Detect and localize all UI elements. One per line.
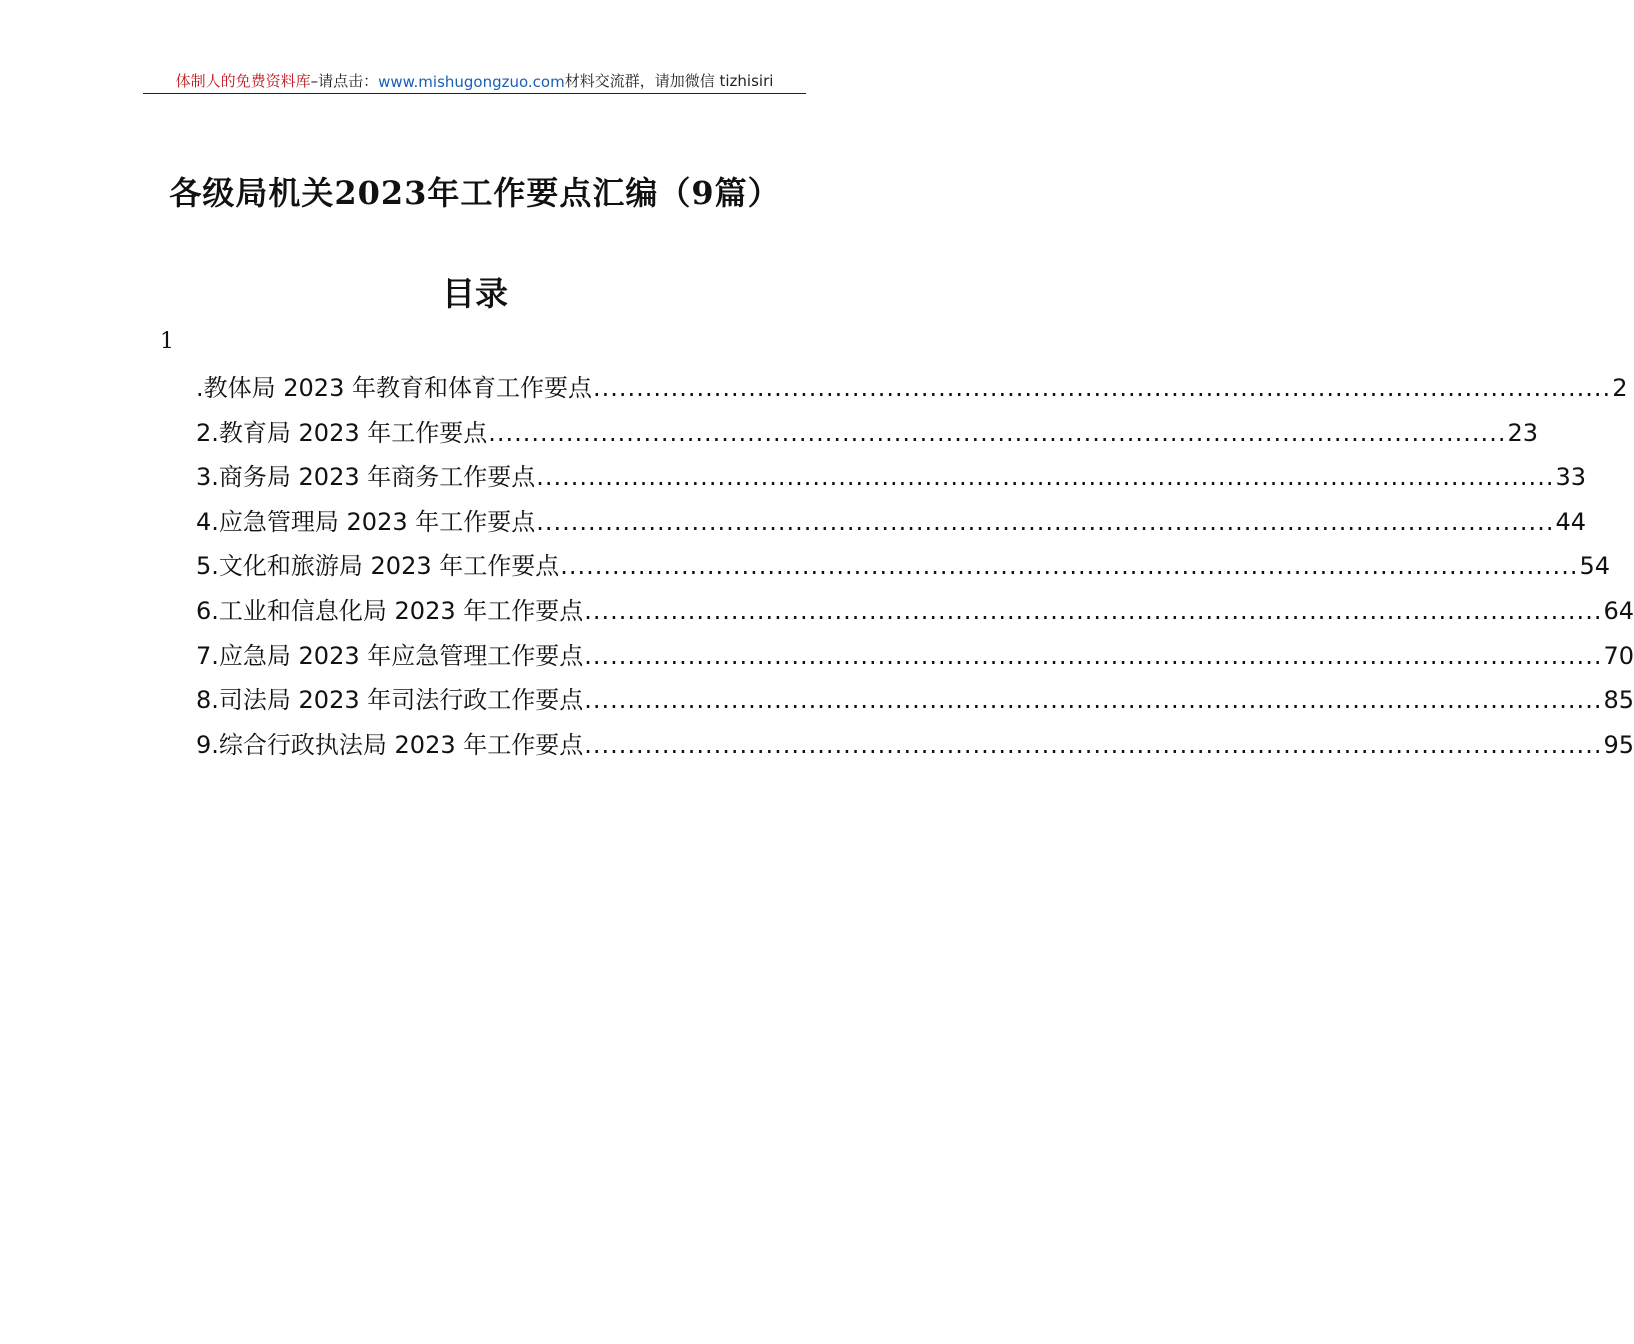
toc-leader-dots: ......................................................................................................................: [536, 463, 1555, 492]
toc-leader-dots: ......................................................................................................................: [488, 418, 1507, 447]
toc-entry-page: 54: [1579, 552, 1610, 581]
toc-entry[interactable]: [196, 636, 1634, 681]
toc-leader-dots: ......................................................................................................................: [592, 374, 1612, 402]
toc-entry-page: 64: [1603, 596, 1634, 625]
toc-list: [196, 368, 1634, 769]
toc-entry[interactable]: [196, 546, 1610, 591]
stray-number: 1: [160, 329, 174, 354]
toc-entry-title: .教体局 2023 年教育和体育工作要点: [196, 374, 592, 402]
toc-entry[interactable]: [196, 725, 1634, 770]
header-url-link[interactable]: www.mishugongzuo.com: [378, 73, 565, 91]
header-separator: –请点击：: [310, 72, 379, 90]
toc-entry[interactable]: [196, 502, 1586, 547]
toc-entry-title: 2.教育局 2023 年工作要点: [196, 418, 488, 447]
header-brand: 体制人的免费资料库: [175, 72, 311, 90]
toc-leader-dots: ......................................................................................................................: [536, 507, 1555, 536]
toc-entry-title: 9.综合行政执法局 2023 年工作要点: [196, 730, 584, 759]
toc-leader-dots: ......................................................................................................................: [560, 552, 1579, 581]
toc-leader-dots: ......................................................................................................................: [584, 730, 1603, 759]
toc-entry-title: 5.文化和旅游局 2023 年工作要点: [196, 552, 560, 581]
toc-entry-title: 7.应急局 2023 年应急管理工作要点: [196, 641, 584, 670]
toc-entry[interactable]: [196, 368, 1628, 413]
toc-entry-page: 2: [1612, 374, 1628, 402]
toc-entry-page: 85: [1603, 686, 1634, 715]
toc-entry[interactable]: [196, 591, 1634, 636]
toc-entry-page: 44: [1555, 507, 1586, 536]
toc-entry-title: 6.工业和信息化局 2023 年工作要点: [196, 596, 584, 625]
toc-entry-title: 8.司法局 2023 年司法行政工作要点: [196, 686, 584, 715]
toc-leader-dots: ......................................................................................................................: [584, 686, 1603, 715]
toc-entry-title: 4.应急管理局 2023 年工作要点: [196, 507, 536, 536]
toc-leader-dots: ......................................................................................................................: [584, 641, 1603, 670]
toc-entry[interactable]: [196, 413, 1538, 458]
header-contact-text: 材料交流群，请加微信 tizhisiri: [564, 72, 774, 90]
toc-entry-page: 23: [1507, 418, 1538, 447]
toc-heading: 目录: [442, 274, 508, 313]
toc-entry[interactable]: [196, 457, 1586, 502]
document-title: 各级局机关2023年工作要点汇编（9篇）: [169, 174, 781, 212]
toc-entry-page: 70: [1603, 641, 1634, 670]
toc-leader-dots: ......................................................................................................................: [584, 596, 1603, 625]
toc-entry-page: 95: [1603, 730, 1634, 759]
toc-entry-title: 3.商务局 2023 年商务工作要点: [196, 463, 536, 492]
page-header: [143, 66, 806, 94]
toc-entry[interactable]: [196, 680, 1634, 725]
toc-entry-page: 33: [1555, 463, 1586, 492]
